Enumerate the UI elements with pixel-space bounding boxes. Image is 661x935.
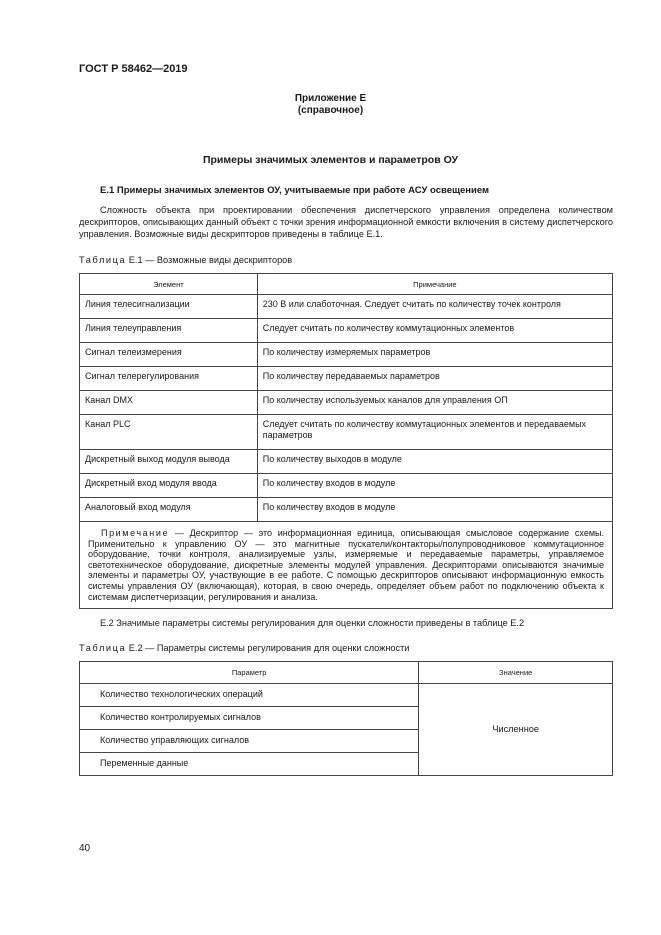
cell-note: По количеству входов в модуле	[257, 498, 612, 522]
column-header-element: Элемент	[80, 274, 258, 295]
table1-caption-label: Таблица	[79, 255, 127, 265]
cell-parameter: Количество управляющих сигналов	[80, 730, 419, 753]
table-row	[80, 343, 613, 367]
appendix-title: Приложение Е	[294, 93, 367, 104]
table-row	[80, 391, 613, 415]
cell-element: Дискретный выход модуля вывода	[80, 450, 258, 474]
section-e1-heading: Е.1 Примеры значимых элементов ОУ, учитываемые при работе АСУ освещением	[100, 185, 490, 196]
table-parameters	[79, 661, 613, 776]
cell-element: Канал DMX	[80, 391, 258, 415]
cell-parameter: Переменные данные	[80, 753, 419, 776]
table2-caption-label: Таблица	[79, 643, 127, 653]
table-row	[80, 474, 613, 498]
cell-element: Сигнал телерегулирования	[80, 367, 258, 391]
table-row	[80, 295, 613, 319]
main-title: Примеры значимых элементов и параметров ОУ	[202, 154, 459, 166]
cell-note: По количеству используемых каналов для управления ОП	[257, 391, 612, 415]
cell-note: По количеству выходов в модуле	[257, 450, 612, 474]
table-row	[80, 367, 613, 391]
cell-note: 230 В или слаботочная. Следует считать по количеству точек контроля	[257, 295, 612, 319]
column-header-value: Значение	[419, 662, 613, 684]
appendix-heading	[0, 93, 661, 117]
table-row	[80, 684, 613, 707]
cell-note: По количеству измеряемых параметров	[257, 343, 612, 367]
cell-note: По количеству входов в модуле	[257, 474, 612, 498]
table-row	[80, 498, 613, 522]
column-header-note: Примечание	[257, 274, 612, 295]
table-header-row	[80, 662, 613, 684]
cell-note: Следует считать по количеству коммутационных элементов	[257, 319, 612, 343]
appendix-subtitle: (справочное)	[297, 105, 364, 116]
cell-note: По количеству передаваемых параметров	[257, 367, 612, 391]
table-row	[80, 450, 613, 474]
cell-parameter: Количество контролируемых сигналов	[80, 707, 419, 730]
cell-parameter: Количество технологических операций	[80, 684, 419, 707]
cell-element: Аналоговый вход модуля	[80, 498, 258, 522]
page-number: 40	[79, 843, 91, 854]
table-header-row	[80, 274, 613, 295]
table-note-row	[80, 522, 613, 609]
cell-element: Линия телеуправления	[80, 319, 258, 343]
table-row	[80, 319, 613, 343]
section-e2-paragraph: Е.2 Значимые параметры системы регулирования для оценки сложности приведены в таблице Е.2	[100, 618, 525, 628]
cell-note: Следует считать по количеству коммутационных элементов и передаваемых параметров	[257, 415, 612, 450]
table1-caption	[79, 255, 292, 265]
table1-caption-text: Е.1 — Возможные виды дескрипторов	[126, 255, 293, 265]
column-header-parameter: Параметр	[80, 662, 419, 684]
cell-element: Канал PLC	[80, 415, 258, 450]
note-text: — Дескриптор — это информационная единица, описывающая смысловое содержание схемы. Применительно к управлению ОУ — это магнитные пускатели/контакторы/полупроводниковое коммутационное оборудование, точки контроля, анализируемые узлы, измеряемые и передаваемые параметры, управляемое светотехническое оборудование, дискретные элементы модулей управления. Дескрипторами описываются значимые элементы и параметры ОУ, участвующие в ее работе. С помощью дескрипторов описывают информационную емкость системы управления ОУ (включающая), которая, в свою очередь, определяет объем работ по подключению объекта к системам диспетчеризации, регулирования и анализа.	[88, 528, 604, 602]
standard-number: ГОСТ Р 58462—2019	[79, 63, 188, 75]
table-note	[80, 522, 613, 609]
cell-value: Численное	[419, 684, 613, 776]
table-row	[80, 415, 613, 450]
section-e1-paragraph: Сложность объекта при проектировании обеспечения диспетчерского управления определена количеством дескрипторов, описывающих данный объект с точки зрения информационной емкости включения в систему диспетчерского управления. Возможные виды дескрипторов приведены в таблице Е.1.	[79, 205, 613, 239]
table-descriptors	[79, 273, 613, 609]
cell-element: Линия телесигнализации	[80, 295, 258, 319]
note-label: Примечание	[101, 528, 170, 538]
table2-caption	[79, 643, 409, 653]
table2-caption-text: Е.2 — Параметры системы регулирования для оценки сложности	[126, 643, 410, 653]
cell-element: Дискретный вход модуля ввода	[80, 474, 258, 498]
cell-element: Сигнал телеизмерения	[80, 343, 258, 367]
